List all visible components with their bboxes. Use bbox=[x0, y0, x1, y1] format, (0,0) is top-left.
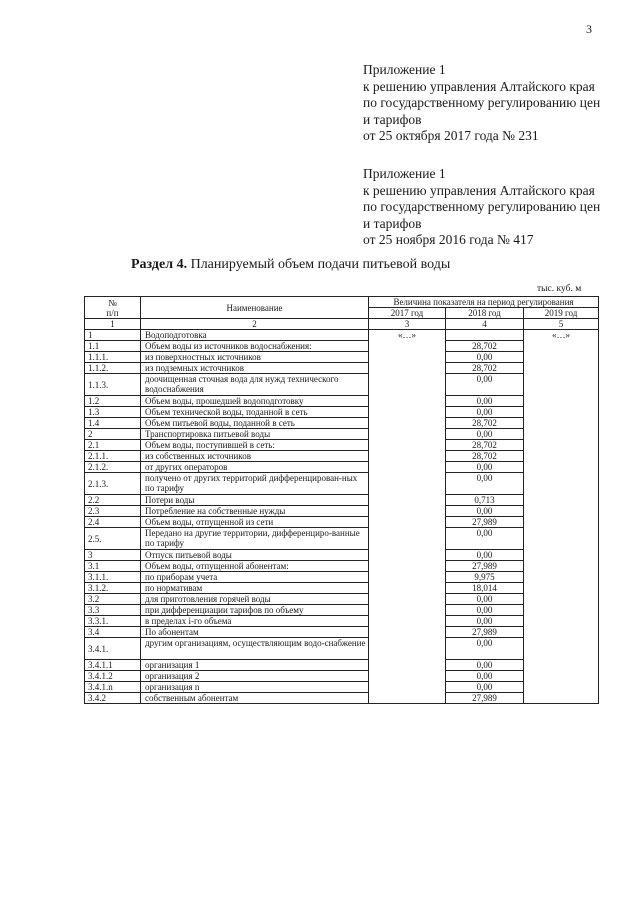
row-number: 3.1.1. bbox=[85, 572, 141, 583]
value-2018: 0,00 bbox=[446, 374, 524, 396]
header-year-2019: 2019 год bbox=[524, 308, 599, 319]
row-name: организация 2 bbox=[141, 671, 369, 682]
row-number: 1.3 bbox=[85, 407, 141, 418]
row-number: 1 bbox=[85, 330, 141, 341]
row-number: 2.3 bbox=[85, 506, 141, 517]
row-number: 2.1 bbox=[85, 440, 141, 451]
table-row bbox=[85, 363, 599, 374]
value-2018: 0,00 bbox=[446, 605, 524, 616]
table-row bbox=[85, 506, 599, 517]
table-row bbox=[85, 550, 599, 561]
value-2018: 0,00 bbox=[446, 473, 524, 495]
table-row bbox=[85, 616, 599, 627]
table-row bbox=[85, 638, 599, 660]
row-name: Объем питьевой воды, поданной в сеть bbox=[141, 418, 369, 429]
table-row bbox=[85, 440, 599, 451]
value-2018: 0,00 bbox=[446, 671, 524, 682]
row-name: Объем воды из источников водоснабжения: bbox=[141, 341, 369, 352]
appendix-line: к решению управления Алтайского края bbox=[363, 182, 595, 198]
appendix-line: и тарифов bbox=[363, 111, 422, 127]
table-row bbox=[85, 352, 599, 363]
section-title bbox=[131, 257, 450, 273]
value-2018: 0,00 bbox=[446, 660, 524, 671]
row-number: 3.4.1. bbox=[85, 638, 141, 660]
row-name: организация 1 bbox=[141, 660, 369, 671]
row-name: Водоподготовка bbox=[141, 330, 369, 341]
value-2018: 0,00 bbox=[446, 616, 524, 627]
appendix-header-2016 bbox=[363, 166, 600, 249]
row-number: 3.4 bbox=[85, 627, 141, 638]
value-2018: 28,702 bbox=[446, 440, 524, 451]
row-name: Отпуск питьевой воды bbox=[141, 550, 369, 561]
header-index: 3 bbox=[369, 319, 446, 330]
appendix-line: к решению управления Алтайского края bbox=[363, 78, 595, 94]
table-row bbox=[85, 660, 599, 671]
row-number: 1.2 bbox=[85, 396, 141, 407]
row-number: 2.4 bbox=[85, 517, 141, 528]
row-number: 2.1.3. bbox=[85, 473, 141, 495]
table-row bbox=[85, 341, 599, 352]
value-2019: «…» bbox=[524, 330, 599, 704]
value-2018: 28,702 bbox=[446, 363, 524, 374]
appendix-line: по государственному регулированию цен bbox=[363, 199, 601, 214]
table-row bbox=[85, 407, 599, 418]
value-2018: 27,989 bbox=[446, 693, 524, 704]
row-name: по приборам учета bbox=[141, 572, 369, 583]
row-number: 3.2 bbox=[85, 594, 141, 605]
value-2018: 27,989 bbox=[446, 561, 524, 572]
row-number: 1.4 bbox=[85, 418, 141, 429]
row-name: из собственных источников bbox=[141, 451, 369, 462]
row-name: из поверхностных источников bbox=[141, 352, 369, 363]
row-number: 3.1 bbox=[85, 561, 141, 572]
header-index: 1 bbox=[85, 319, 141, 330]
appendix-line: Приложение 1 bbox=[363, 62, 446, 77]
row-name: Потребление на собственные нужды bbox=[141, 506, 369, 517]
appendix-line: от 25 октября 2017 года № 231 bbox=[363, 128, 539, 143]
header-period: Величина показателя на период регулирования bbox=[369, 297, 599, 308]
table-row bbox=[85, 561, 599, 572]
row-name: Транспортировка питьевой воды bbox=[141, 429, 369, 440]
row-name: организация n bbox=[141, 682, 369, 693]
header-num-line1: № bbox=[108, 297, 117, 308]
row-name: получено от других территорий дифференцирован-ных по тарифу bbox=[141, 473, 369, 495]
water-volume-table bbox=[84, 296, 599, 704]
section-title-text: Планируемый объем подачи питьевой воды bbox=[187, 257, 451, 272]
row-number: 2.2 bbox=[85, 495, 141, 506]
row-name: от других операторов bbox=[141, 462, 369, 473]
row-number: 3.3.1. bbox=[85, 616, 141, 627]
row-name: Объем воды, отпущенной из сети bbox=[141, 517, 369, 528]
table-row bbox=[85, 429, 599, 440]
table-row bbox=[85, 572, 599, 583]
value-2018: 27,989 bbox=[446, 627, 524, 638]
row-number: 3.4.1.n bbox=[85, 682, 141, 693]
table-row bbox=[85, 473, 599, 495]
value-2018: 0,00 bbox=[446, 462, 524, 473]
header-year-2018: 2018 год bbox=[446, 308, 524, 319]
table-row bbox=[85, 583, 599, 594]
value-2017: «…» bbox=[369, 330, 446, 704]
header-num bbox=[85, 297, 141, 319]
row-number: 1.1.1. bbox=[85, 352, 141, 363]
value-2018: 0,00 bbox=[446, 550, 524, 561]
table-row bbox=[85, 605, 599, 616]
table-row bbox=[85, 671, 599, 682]
row-name: Объем технической воды, поданной в сеть bbox=[141, 407, 369, 418]
row-name: другим организациям, осуществляющим водо-снабжение bbox=[141, 638, 369, 660]
header-index: 4 bbox=[446, 319, 524, 330]
value-2018: 28,702 bbox=[446, 451, 524, 462]
row-name: при дифференциации тарифов по объему bbox=[141, 605, 369, 616]
table-row bbox=[85, 627, 599, 638]
row-name: По абонентам bbox=[141, 627, 369, 638]
value-2018: 0,00 bbox=[446, 682, 524, 693]
table-row bbox=[85, 594, 599, 605]
row-number: 1.1 bbox=[85, 341, 141, 352]
table-row bbox=[85, 495, 599, 506]
table-row bbox=[85, 693, 599, 704]
value-2018 bbox=[446, 330, 524, 341]
header-year-2017: 2017 год bbox=[369, 308, 446, 319]
row-name: доочищенная сточная вода для нужд технического водоснабжения bbox=[141, 374, 369, 396]
header-index: 5 bbox=[524, 319, 599, 330]
value-2018: 0,713 bbox=[446, 495, 524, 506]
appendix-header-2017 bbox=[363, 62, 600, 145]
table-body bbox=[85, 330, 599, 704]
appendix-line: и тарифов bbox=[363, 215, 422, 231]
value-2018: 0,00 bbox=[446, 407, 524, 418]
row-name: Объем воды, отпущенной абонентам: bbox=[141, 561, 369, 572]
table-row bbox=[85, 418, 599, 429]
value-2018: 0,00 bbox=[446, 429, 524, 440]
row-name: собственным абонентам bbox=[141, 693, 369, 704]
table-row bbox=[85, 374, 599, 396]
section-prefix: Раздел 4. bbox=[131, 257, 188, 272]
row-name: для приготовления горячей воды bbox=[141, 594, 369, 605]
value-2018: 0,00 bbox=[446, 638, 524, 660]
row-number: 2.5. bbox=[85, 528, 141, 550]
row-name: из подземных источников bbox=[141, 363, 369, 374]
value-2018: 0,00 bbox=[446, 396, 524, 407]
value-2018: 0,00 bbox=[446, 528, 524, 550]
table-row bbox=[85, 462, 599, 473]
page-number: 3 bbox=[586, 22, 592, 36]
row-number: 3.4.1.1 bbox=[85, 660, 141, 671]
row-number: 3.4.1.2 bbox=[85, 671, 141, 682]
row-number: 3 bbox=[85, 550, 141, 561]
row-number: 2.1.2. bbox=[85, 462, 141, 473]
header-name: Наименование bbox=[141, 297, 369, 319]
appendix-line: Приложение 1 bbox=[363, 166, 446, 181]
row-number: 1.1.3. bbox=[85, 374, 141, 396]
row-name: в пределах i-го объема bbox=[141, 616, 369, 627]
table-row bbox=[85, 396, 599, 407]
row-number: 1.1.2. bbox=[85, 363, 141, 374]
row-number: 2.1.1. bbox=[85, 451, 141, 462]
row-name: по нормативам bbox=[141, 583, 369, 594]
row-number: 3.1.2. bbox=[85, 583, 141, 594]
row-number: 3.4.2 bbox=[85, 693, 141, 704]
row-number: 3.3 bbox=[85, 605, 141, 616]
row-name: Объем воды, прошедшей водоподготовку bbox=[141, 396, 369, 407]
appendix-line: по государственному регулированию цен bbox=[363, 95, 601, 110]
table-row bbox=[85, 682, 599, 693]
row-number: 2 bbox=[85, 429, 141, 440]
header-num-line2: п/п bbox=[106, 307, 119, 318]
table-row bbox=[85, 517, 599, 528]
table-row bbox=[85, 330, 599, 341]
table-row bbox=[85, 528, 599, 550]
row-name: Потери воды bbox=[141, 495, 369, 506]
unit-label: тыс. куб. м bbox=[537, 284, 582, 294]
table-row bbox=[85, 451, 599, 462]
appendix-line: от 25 ноября 2016 года № 417 bbox=[363, 232, 534, 247]
value-2018: 0,00 bbox=[446, 594, 524, 605]
value-2018: 9,975 bbox=[446, 572, 524, 583]
value-2018: 0,00 bbox=[446, 506, 524, 517]
value-2018: 18,014 bbox=[446, 583, 524, 594]
value-2018: 28,702 bbox=[446, 341, 524, 352]
value-2018: 27,989 bbox=[446, 517, 524, 528]
row-name: Передано на другие территории, дифференциро-ванные по тарифу bbox=[141, 528, 369, 550]
header-index: 2 bbox=[141, 319, 369, 330]
value-2018: 28,702 bbox=[446, 418, 524, 429]
value-2018: 0,00 bbox=[446, 352, 524, 363]
row-name: Объем воды, поступившей в сеть: bbox=[141, 440, 369, 451]
